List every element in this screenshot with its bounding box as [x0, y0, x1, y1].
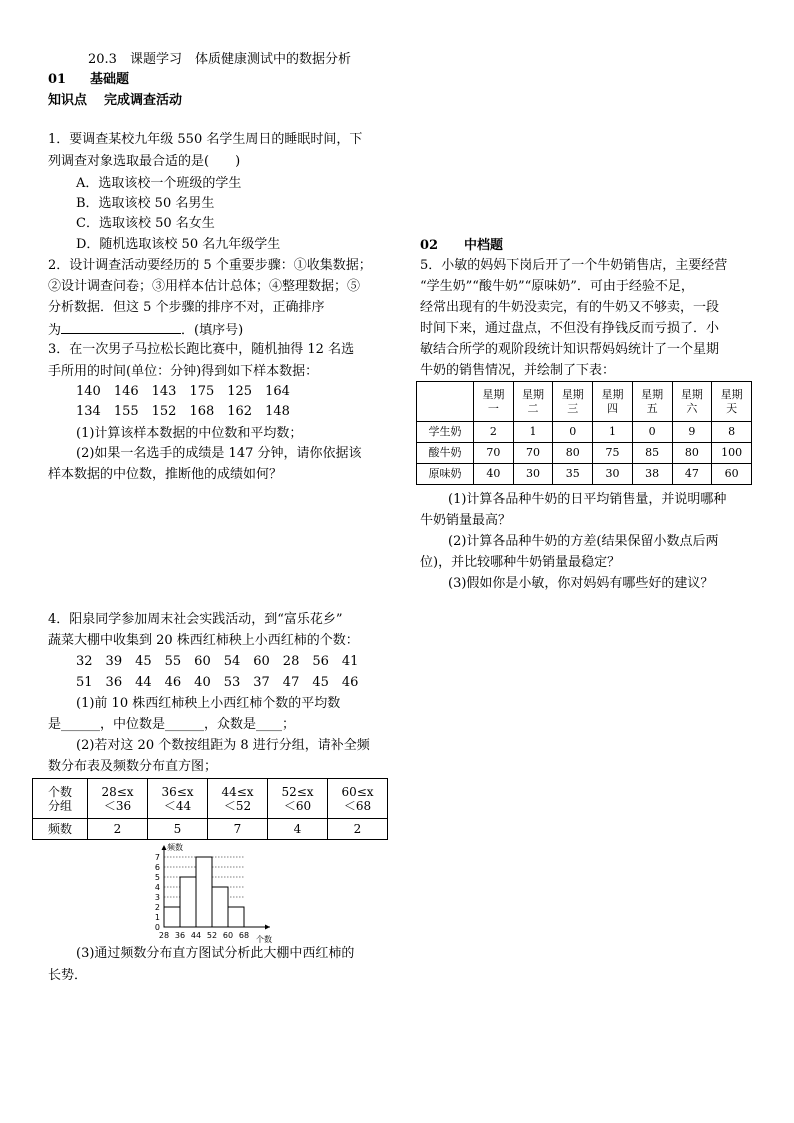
x-tick-label: 68 — [238, 931, 250, 940]
section1-name: 基础题 — [90, 72, 130, 87]
group-lower: 60≤x — [341, 784, 374, 799]
sales-row — [417, 422, 752, 443]
product-name: 酸牛奶 — [417, 443, 474, 464]
group-lower: 28≤x — [101, 784, 134, 799]
group-cell — [268, 779, 328, 819]
x-tick-label: 28 — [158, 931, 170, 940]
y-tick-label: 7 — [154, 853, 160, 862]
y-axis-title: 频数 — [167, 843, 183, 852]
sales-cell: 2 — [474, 422, 514, 443]
day-header — [632, 382, 672, 422]
sales-cell: 0 — [632, 422, 672, 443]
q5-part2-line2: 位)，并比较哪种牛奶销量最稳定？ — [420, 555, 621, 570]
sales-cell: 60 — [712, 464, 752, 485]
page-title: 20.3 课题学习 体质健康测试中的数据分析 — [88, 52, 351, 67]
sales-cell: 40 — [474, 464, 514, 485]
q3-part2-line2: 样本数据的中位数，推断他的成绩如何？ — [48, 467, 283, 482]
knowledge-point-name: 完成调查活动 — [104, 93, 183, 108]
sales-cell: 35 — [553, 464, 593, 485]
day-num: 四 — [606, 401, 618, 415]
q3-part2-line1: (2)如果一名选手的成绩是 147 分钟，请你依据该 — [76, 446, 362, 461]
x-tick-label: 44 — [190, 931, 202, 940]
day-num: 二 — [527, 401, 539, 415]
sales-cell: 80 — [672, 443, 712, 464]
knowledge-point-label: 知识点 — [48, 93, 88, 108]
day-word: 星期 — [601, 387, 624, 401]
y-tick-label: 2 — [154, 903, 160, 912]
group-lower: 52≤x — [281, 784, 314, 799]
sales-cell: 100 — [712, 443, 752, 464]
q3-data-row2: 134 155 152 168 162 148 — [76, 404, 290, 419]
q4-part2-line2: 数分布表及频数分布直方图； — [48, 759, 218, 774]
q5-part2-line1: (2)计算各品种牛奶的方差(结果保留小数点后两 — [448, 534, 719, 549]
q1-option-b: B．选取该校 50 名男生 — [76, 196, 215, 211]
header-bottom: 分组 — [47, 798, 72, 813]
group-cell — [88, 779, 148, 819]
q4-part1-line1: (1)前 10 株西红柿秧上小西红柿个数的平均数 — [76, 696, 341, 711]
q2-line2: ②设计调查问卷；③用样本估计总体；④整理数据；⑤ — [48, 279, 361, 294]
day-num: 五 — [646, 401, 658, 415]
frequency-histogram — [140, 840, 310, 945]
sales-cell: 1 — [513, 422, 553, 443]
sales-cell: 47 — [672, 464, 712, 485]
freq-label: 频数 — [33, 819, 88, 840]
day-num: 三 — [567, 401, 579, 415]
q1-line1: 1．要调查某校九年级 550 名学生周日的睡眠时间，下 — [48, 132, 363, 147]
day-word: 星期 — [482, 387, 505, 401]
group-upper: ＜44 — [163, 798, 192, 813]
q4-data-row2: 51 36 44 46 40 53 37 47 45 46 — [76, 675, 359, 690]
x-tick-label: 52 — [206, 931, 218, 940]
group-upper: ＜60 — [283, 798, 312, 813]
x-tick-label: 60 — [222, 931, 234, 940]
group-lower: 44≤x — [221, 784, 254, 799]
day-num: 天 — [726, 401, 738, 415]
freq-cell: 5 — [148, 819, 208, 840]
q2-line1: 2．设计调查活动要经历的 5 个重要步骤：①收集数据； — [48, 258, 372, 273]
x-axis-arrow — [265, 925, 270, 930]
group-upper: ＜52 — [223, 798, 252, 813]
sales-cell: 75 — [593, 443, 633, 464]
q5-line6: 牛奶的销售情况，并绘制了下表： — [420, 363, 616, 378]
sales-cell: 38 — [632, 464, 672, 485]
sales-cell: 30 — [513, 464, 553, 485]
day-header — [593, 382, 633, 422]
q5-part1-line1: (1)计算各品种牛奶的日平均销售量，并说明哪种 — [448, 492, 727, 507]
product-name: 学生奶 — [417, 422, 474, 443]
group-lower: 36≤x — [161, 784, 194, 799]
product-name: 原味奶 — [417, 464, 474, 485]
sales-table — [416, 381, 752, 485]
day-word: 星期 — [561, 387, 584, 401]
q3-line1: 3．在一次男子马拉松长跑比赛中，随机抽得 12 名选 — [48, 342, 355, 357]
q1-option-a: A．选取该校一个班级的学生 — [76, 176, 242, 191]
x-tick-label: 36 — [174, 931, 186, 940]
group-cell — [148, 779, 208, 819]
sales-cell: 70 — [474, 443, 514, 464]
freq-cell: 2 — [88, 819, 148, 840]
histogram-bar — [196, 857, 212, 927]
y-tick-label: 4 — [154, 883, 160, 892]
histogram-bar — [180, 877, 196, 927]
q1-line2: 列调查对象选取最合适的是( ) — [48, 154, 241, 169]
sales-cell: 70 — [513, 443, 553, 464]
q4-part3-line2: 长势． — [48, 968, 88, 983]
q4-line2: 蔬菜大棚中收集到 20 株西红柿秧上小西红柿的个数： — [48, 633, 359, 648]
day-header — [513, 382, 553, 422]
sales-cell: 0 — [553, 422, 593, 443]
day-header — [553, 382, 593, 422]
day-num: 六 — [686, 401, 698, 415]
header-top: 个数 — [47, 784, 72, 799]
sales-row — [417, 464, 752, 485]
section2-name: 中档题 — [464, 238, 504, 253]
group-cell — [328, 779, 388, 819]
q1-option-d: D．随机选取该校 50 名九年级学生 — [76, 237, 281, 252]
day-num: 一 — [487, 401, 499, 415]
q2-line4-prefix: 为 — [48, 323, 62, 338]
y-tick-label: 5 — [154, 873, 160, 882]
q2-answer-blank — [61, 319, 181, 334]
y-tick-label: 3 — [154, 893, 160, 902]
q3-line2: 手所用的时间(单位：分钟)得到如下样本数据： — [48, 364, 319, 379]
q3-part1: (1)计算该样本数据的中位数和平均数； — [76, 426, 303, 441]
day-word: 星期 — [522, 387, 545, 401]
section1-number: 01 — [48, 72, 67, 87]
q5-part1-line2: 牛奶销量最高？ — [420, 513, 512, 528]
q5-line5: 敏结合所学的观阶段统计知识帮妈妈统计了一个星期 — [420, 342, 720, 357]
frequency-table-header — [33, 779, 88, 819]
histogram-bar — [164, 907, 180, 927]
group-upper: ＜68 — [343, 798, 372, 813]
group-cell — [208, 779, 268, 819]
freq-cell: 7 — [208, 819, 268, 840]
q5-part3: (3)假如你是小敏，你对妈妈有哪些好的建议？ — [448, 576, 714, 591]
sales-cell: 80 — [553, 443, 593, 464]
q2-line3: 分析数据．但这 5 个步骤的排序不对，正确排序 — [48, 300, 325, 315]
group-upper: ＜36 — [103, 798, 132, 813]
q4-part1-line2: 是______，中位数是______，众数是____； — [48, 717, 296, 732]
q2-line4-suffix: ．(填序号) — [181, 323, 244, 338]
q4-data-row1: 32 39 45 55 60 54 60 28 56 41 — [76, 654, 359, 669]
day-word: 星期 — [680, 387, 703, 401]
day-header — [672, 382, 712, 422]
q4-part3-line1: (3)通过频数分布直方图试分析此大棚中西红柿的 — [76, 946, 355, 961]
sales-cell: 30 — [593, 464, 633, 485]
x-axis-title: 个数 — [256, 935, 272, 944]
sales-table-corner — [417, 382, 474, 422]
section2-number: 02 — [420, 238, 439, 253]
q5-line1: 5．小敏的妈妈下岗后开了一个牛奶销售店，主要经营 — [420, 258, 728, 273]
day-word: 星期 — [720, 387, 743, 401]
y-tick-label: 1 — [154, 913, 160, 922]
q1-option-c: C．选取该校 50 名女生 — [76, 216, 215, 231]
y-tick-label: 6 — [154, 863, 160, 872]
day-word: 星期 — [641, 387, 664, 401]
q4-part2-line1: (2)若对这 20 个数按组距为 8 进行分组，请补全频 — [76, 738, 370, 753]
y-axis-arrow — [162, 845, 167, 850]
freq-cell: 4 — [268, 819, 328, 840]
sales-row — [417, 443, 752, 464]
sales-cell: 8 — [712, 422, 752, 443]
frequency-table — [32, 778, 388, 840]
day-header — [712, 382, 752, 422]
y-tick-label: 0 — [154, 923, 160, 932]
sales-cell: 9 — [672, 422, 712, 443]
q5-line3: 经常出现有的牛奶没卖完，有的牛奶又不够卖，一段 — [420, 300, 720, 315]
sales-cell: 1 — [593, 422, 633, 443]
histogram-bar — [228, 907, 244, 927]
day-header — [474, 382, 514, 422]
q4-line1: 4．阳泉同学参加周末社会实践活动，到“富乐花乡” — [48, 612, 343, 627]
histogram-bar — [212, 887, 228, 927]
freq-cell: 2 — [328, 819, 388, 840]
q5-line4: 时间下来，通过盘点，不但没有挣钱反而亏损了．小 — [420, 321, 720, 336]
q2-line4 — [48, 319, 243, 341]
q3-data-row1: 140 146 143 175 125 164 — [76, 384, 290, 399]
sales-cell: 85 — [632, 443, 672, 464]
q5-line2: “学生奶”“酸牛奶”“原味奶”．可由于经验不足， — [420, 279, 694, 294]
